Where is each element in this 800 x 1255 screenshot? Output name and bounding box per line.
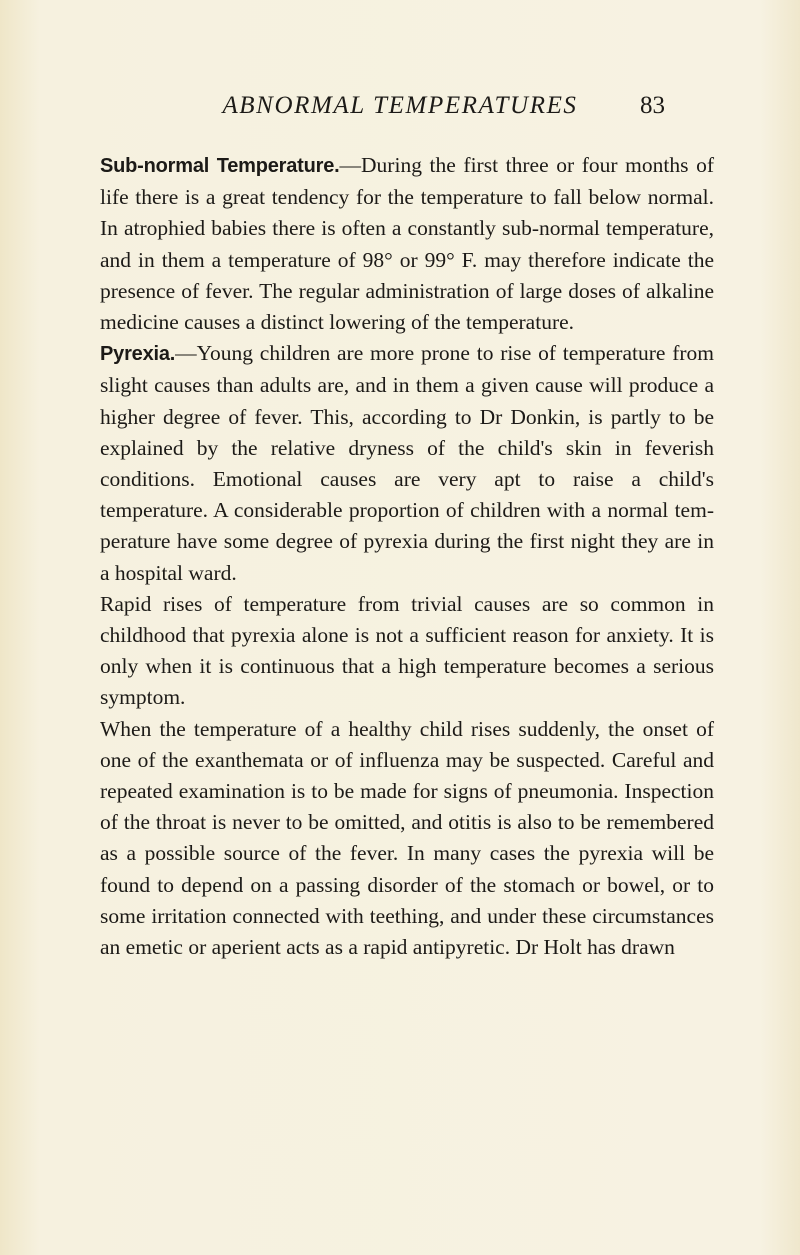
paragraph-pyrexia: [100, 338, 714, 589]
paragraph-text: —Young children are more prone to rise of temperature from slight causes than adults are, and in them a given cause will produce a higher degree of fever. This, according to Dr Donkin, is partly to be explained by the relative dryness of the child's skin in feverish conditions. Emotional causes are very apt to raise a child's temperature. A considerable proportion of children with a normal tem-perature have some degree of pyrexia during the first night they are in a hospital ward.: [100, 341, 714, 585]
page-number: 83: [640, 92, 665, 119]
run-in-heading: Sub-normal Temperature.: [100, 155, 340, 177]
body-text: [100, 150, 714, 963]
paragraph-subnormal-temperature: [100, 150, 714, 338]
page-header: [0, 92, 800, 132]
paragraph-text: —During the first three or four months of life there is a great tendency for the temperature to fall below normal. In atrophied babies there is often a constantly sub-normal temperature, and in them a temperature of 98° or 99° F. may therefore indicate the presence of fever. The regular administration of large doses of alkaline medicine causes a distinct lowering of the temperature.: [100, 153, 714, 335]
paragraph-text: Rapid rises of temperature from trivial causes are so common in childhood that pyrexia alone is not a sufficient reason for anxiety. It is only when it is continuous that a high temperature becomes a serious symptom.: [100, 591, 714, 710]
paragraph-text: When the temperature of a healthy child rises suddenly, the onset of one of the exanthemata or of influenza may be suspected. Careful and repeated examination is to be made for signs of pneumonia. Inspection of the throat is never to be omitted, and otitis is also to be remembered as a possible source of the fever. In many cases the pyrexia will be found to depend on a passing disorder of the stomach or bowel, or to some irritation connected with teething, and under these circumstances an emetic or aperient acts as a rapid antipyretic. Dr Holt has drawn: [100, 716, 714, 960]
paragraph-rapid-rises: [100, 589, 714, 714]
running-title: ABNORMAL TEMPERATURES: [222, 92, 578, 119]
paragraph-healthy-child: [100, 714, 714, 964]
run-in-heading: Pyrexia.: [100, 343, 176, 366]
